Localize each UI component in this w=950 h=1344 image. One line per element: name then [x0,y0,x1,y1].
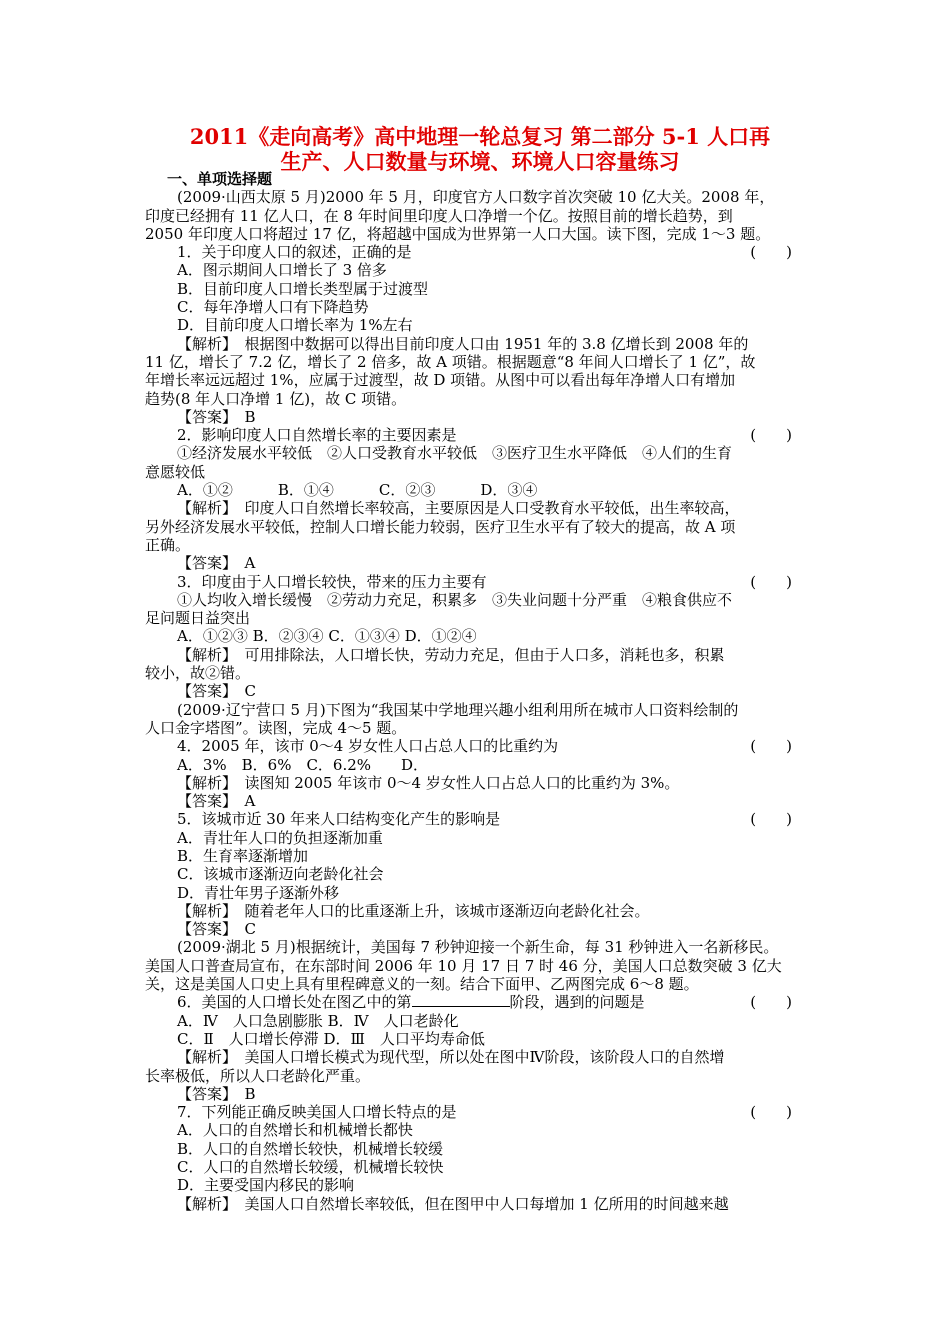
q1-analysis-line-4: 趋势(8 年人口净增 1 亿)，故 C 项错。 [145,389,407,408]
q2-options: A．①② B．①④ C．②③ D．③④ [177,481,538,500]
q7-option-b: B．人口的自然增长较快，机械增长较缓 [177,1139,444,1158]
answer-blank: ( ) [750,572,792,591]
q2-items-line-1: ①经济发展水平较低 ②人口受教育水平较低 ③医疗卫生水平降低 ④人们的生育 [177,444,733,463]
q1-answer: 【答案】 B [177,407,256,426]
answer-blank: ( ) [750,426,792,445]
section-heading: 一、单项选择题 [167,170,273,188]
intro-1-line-1: (2009·山西太原 5 月)2000 年 5 月，印度官方人口数字首次突破 10 亿大关。2008 年， [177,188,775,207]
q1-option-a: A．图示期间人口增长了 3 倍多 [177,261,387,280]
q3-items-line-2: 足问题日益突出 [145,609,251,628]
answer-blank: ( ) [750,737,792,756]
answer-blank: ( ) [750,243,792,262]
question-7: 7．下列能正确反映美国人口增长特点的是 ( ) [177,1103,792,1122]
q7-option-d: D．主要受国内移民的影响 [177,1176,355,1195]
q6-options-line-2: C．Ⅱ 人口增长停滞 D．Ⅲ 人口平均寿命低 [177,1029,485,1048]
intro-1-line-3: 2050 年印度人口将超过 17 亿，将超越中国成为世界第一人口大国。读下图，完成 1～3 题。 [145,224,771,243]
q1-analysis-line-2: 11 亿，增长了 7.2 亿，增长了 2 倍多，故 A 项错。根据题意“8 年间人口增长了 1 亿”，故 [145,352,756,371]
q5-analysis: 【解析】 随着老年人口的比重逐渐上升，该城市逐渐迈向老龄化社会。 [177,901,650,920]
answer-blank: ( ) [750,1103,792,1122]
q6-options-line-1: A．Ⅳ 人口急剧膨胀 B．Ⅳ 人口老龄化 [177,1011,459,1030]
q3-analysis-line-1: 【解析】 可用排除法，人口增长快，劳动力充足，但由于人口多，消耗也多，积累 [177,645,725,664]
q2-answer: 【答案】 A [177,554,256,573]
q3-analysis-line-2: 较小，故②错。 [145,664,251,683]
q3-options: A．①②③ B．②③④ C．①③④ D．①②④ [177,627,477,646]
intro-3-line-3: 关，这是美国人口史上具有里程碑意义的一刻。结合下面甲、乙两图完成 6～8 题。 [145,975,699,994]
q7-option-c: C．人口的自然增长较缓，机械增长较快 [177,1158,444,1177]
q7-option-a: A．人口的自然增长和机械增长都快 [177,1121,413,1140]
q6-answer: 【答案】 B [177,1084,256,1103]
q2-items-line-2: 意愿较低 [145,462,206,481]
q2-analysis-line-2: 另外经济发展水平较低，控制人口增长能力较弱，医疗卫生水平有了较大的提高，故 A 项 [145,517,736,536]
q1-analysis-line-1: 【解析】 根据图中数据可以得出目前印度人口由 1951 年的 3.8 亿增长到 2008 年的 [177,334,749,353]
q3-answer: 【答案】 C [177,682,256,701]
intro-1-line-2: 印度已经拥有 11 亿人口，在 8 年时间里印度人口净增一个亿。按照目前的增长趋势，到 [145,206,733,225]
q1-analysis-line-3: 年增长率远远超过 1%，应属于过渡型，故 D 项错。从图中可以看出每年净增人口有增加 [145,371,736,390]
question-1: 1．关于印度人口的叙述，正确的是 ( ) [177,243,792,262]
q1-option-d: D．目前印度人口增长率为 1%左右 [177,316,413,335]
intro-3-line-1: (2009·湖北 5 月)根据统计，美国每 7 秒钟迎接一个新生命，每 31 秒钟进入一名新移民。 [177,938,779,957]
question-6: 6．美国的人口增长处在图乙中的第 阶段，遇到的问题是 ( ) [177,993,792,1012]
intro-3-line-2: 美国人口普查局宣布，在东部时间 2006 年 10 月 17 日 7 时 46 分，美国人口总数突破 3 亿大 [145,956,782,975]
intro-2-line-2: 人口金字塔图”。读图，完成 4～5 题。 [145,718,407,737]
question-3: 3．印度由于人口增长较快，带来的压力主要有 ( ) [177,572,792,591]
q5-option-d: D．青壮年男子逐渐外移 [177,883,340,902]
q2-analysis-line-3: 正确。 [145,535,191,554]
q4-options: A．3% B．6% C．6.2% D． [177,755,429,774]
q4-answer: 【答案】 A [177,792,256,811]
fill-in-blank [412,994,510,1007]
q1-option-b: B．目前印度人口增长类型属于过渡型 [177,279,429,298]
q5-option-a: A．青壮年人口的负担逐渐加重 [177,828,383,847]
q5-answer: 【答案】 C [177,920,256,939]
q3-items-line-1: ①人均收入增长缓慢 ②劳动力充足，积累多 ③失业问题十分严重 ④粮食供应不 [177,590,733,609]
question-4: 4．2005 年，该市 0～4 岁女性人口占总人口的比重约为 ( ) [177,737,792,756]
q2-analysis-line-1: 【解析】 印度人口自然增长率较高，主要原因是人口受教育水平较低，出生率较高， [177,499,740,518]
q5-option-c: C．该城市逐渐迈向老龄化社会 [177,865,384,884]
q7-analysis-line-1: 【解析】 美国人口自然增长率较低，但在图甲中人口每增加 1 亿所用的时间越来越 [177,1194,729,1213]
document-body [145,170,810,1213]
intro-2-line-1: (2009·辽宁营口 5 月)下图为“我国某中学地理兴趣小组利用所在城市人口资料绘制的 [177,700,739,719]
title-line-1: 2011《走向高考》高中地理一轮总复习 第二部分 5-1 人口再 [189,124,771,149]
document-title [140,124,820,174]
q4-analysis: 【解析】 读图知 2005 年该市 0～4 岁女性人口占总人口的比重约为 3%。 [177,773,680,792]
answer-blank: ( ) [750,993,792,1012]
question-5: 5．该城市近 30 年来人口结构变化产生的影响是 ( ) [177,810,792,829]
q5-option-b: B．生育率逐渐增加 [177,846,309,865]
q1-option-c: C．每年净增人口有下降趋势 [177,298,369,317]
answer-blank: ( ) [750,810,792,829]
title-line-2: 生产、人口数量与环境、环境人口容量练习 [280,149,680,174]
question-2: 2．影响印度人口自然增长率的主要因素是 ( ) [177,426,792,445]
q6-analysis-line-1: 【解析】 美国人口增长模式为现代型，所以处在图中Ⅳ阶段，该阶段人口的自然增 [177,1048,725,1067]
q6-analysis-line-2: 长率极低，所以人口老龄化严重。 [145,1066,371,1085]
